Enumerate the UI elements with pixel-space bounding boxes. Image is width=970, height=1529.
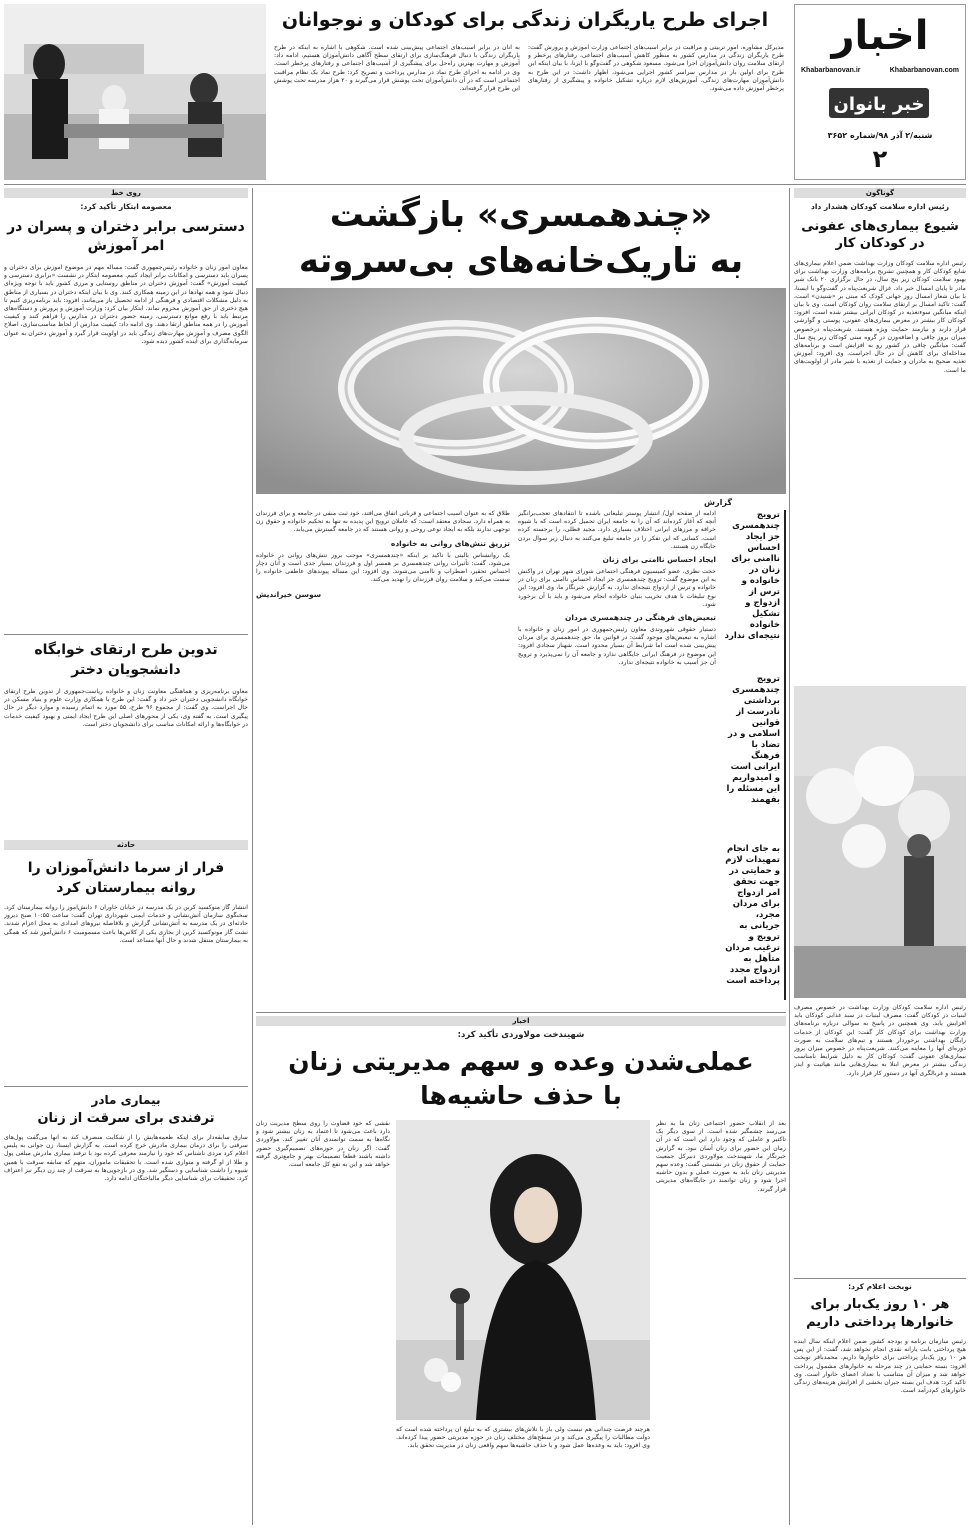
right-column — [794, 188, 966, 1525]
center-byline: سوسن خیراندیش — [256, 590, 322, 600]
url-right[interactable]: Khabarbanovan.com — [889, 67, 959, 74]
bottom-col2: هرچند فرصت چندانی هم نیست ولی باز با تلاش‌های بیشتری که به تبلیغ آن پرداخته شده است که دولت مطالبات را پیگیری می‌کند و در سطح‌های مختلف زنان در حوزه مدیریتی حضور پیدا کرده‌اند. وی افزود: باید به وعده‌ها عمل شود و با حذف حاشیه‌ها سهم واقعی زنان در مدیریت تحقق یابد. — [396, 1426, 650, 1450]
right-story2-kicker: نوبخت اعلام کرد: — [848, 1282, 912, 1291]
portrait-photo — [396, 1120, 650, 1420]
bottom-headline-line2: با حذف حاشیه‌ها — [420, 1081, 622, 1110]
left-section-tag: روی خط — [4, 188, 248, 198]
bottom-story — [256, 1016, 786, 1525]
bottom-headline-line1: عملی‌شدن وعده و سهم مدیریتی زنان — [288, 1047, 754, 1076]
rule-left-2 — [4, 1086, 248, 1087]
top-story-col2: به آنان در برابر آسیب‌های اجتماعی پیش‌بینی شده است. شکوهی با اشاره به اینکه در طرح یاریگران زندگی با دنبال فرهنگ‌سازی برای ارتقای سطح آگاهی دانش‌آموزان هستیم، ادامه داد: آموزش و مهارت بهترین راه‌حل برای پیشگیری از آسیب‌های اجتماعی و رفتارهای پرخطر است. وی در ادامه به اجرای طرح نماد در مدارس پرداخت و تصریح کرد: طرح نماد یک نظام مراقبت اجتماعی است که در آن دانش‌آموزان تحت پوشش قرار می‌گیرند و ۲۰ هزار مدرسه تحت پوشش این طرح قرار گرفته‌اند. — [274, 44, 520, 93]
left-story2-headline: تدوین طرح ارتقای خوابگاه دانشجویان دختر — [34, 642, 218, 678]
right-story1-kicker: رئیس اداره سلامت کودکان هشدار داد — [810, 202, 950, 211]
rings-photo — [256, 288, 786, 494]
bottom-section-tag: اخبار — [256, 1016, 786, 1026]
top-story-headline: اجرای طرح یاریگران زندگی برای کودکان و نوجوانان — [281, 9, 769, 31]
right-story2-headline: هر ۱۰ روز یک‌بار برای خانوارها پرداختی داریم — [806, 1297, 954, 1330]
right-story1-more: رئیس اداره سلامت کودکان وزارت بهداشت در خصوص مصرف لبنیات در کودکان گفت: مصرف لبنیات در سبد غذایی کودکان باید افزایش یابد. وی همچنین در پاسخ به سوالی درباره برنامه‌های وزارت بهداشت برای کودکان کار گفت: این کودکان از خدمات رایگان بهداشتی برخوردار هستند و تیم‌های سلامت به صورت دوره‌ای آنها را معاینه می‌کنند. شریعت‌پناه در خصوص میزان بروز بیماری‌های عفونی گفت: کودکان کار به دلیل شرایط نامناسب زندگی بیشتر در معرض ابتلا به بیماری‌هایی مانند هپاتیت و ایدز هستند و غربالگری آنها در دستور کار قرار دارد. — [794, 1004, 966, 1077]
classroom-photo — [4, 4, 266, 180]
center-headline-line1: «چندهمسری» بازگشت — [329, 195, 713, 235]
bottom-col1: بعد از انقلاب حضور اجتماعی زنان ما به نظر می‌رسد چشمگیر شده است. از سوی دیگر یک تاکتیر و عاملی که وجود دارد این است که در آن زمان این حضور برای زنان آسان نبود. به گزارش خبرنگار ما، شهیندخت مولاوردی دبیرکل جمعیت حمایت از حقوق زنان در نشستی گفت: وعده سهم مدیریتی زنان باید به صورت عملی و بدون حاشیه اجرا شود و زنان توانمند در جایگاه‌های مدیریتی قرار گیرند. — [656, 1120, 786, 1193]
left-section-tag2: حادثه — [4, 840, 248, 850]
masthead — [794, 4, 966, 180]
sidebar-item-2: ترویج چندهمسری برداشتی نادرست از قوانین اسلامی و در تضاد با فرهنگ ایرانی است و امیدواریم این مسئله را بفهمند — [726, 674, 780, 805]
center-col-a-text: ادامه از صفحه اول/ انتشار پوستر تبلیغاتی باشده تا انتقادهای تعجب‌برانگیز آنچه که آغاز کرده‌اند که آن را به جامعه ایران تحمیل کرده است که با شیوه خرافه و مرزهای ایرانی اختلاف بسیاری دارد. مجید فطلی، را برجسته کرده است. کسانی که این تفکر را در جامعه تبلیغ می‌کنند به دنبال زیر سوال بردن جایگاه زن هستند. — [518, 510, 716, 550]
rule-right-1 — [794, 1278, 966, 1279]
date-line: شنبه/۲ آذر ۹۸/شماره ۳۶۵۲ — [827, 131, 933, 140]
left-story4-headline: ترفندی برای سرقت از زنان — [37, 1111, 215, 1126]
left-story1-kicker: معصومه ابتکار تأکید کرد: — [80, 202, 172, 211]
logo-text: خبر بانوان — [833, 94, 925, 115]
right-story2-body: رئیس سازمان برنامه و بودجه کشور ضمن اعلام اینکه سال آینده هیچ پرداختی بابت یارانه نقدی انجام نخواهد شد، گفت: از این پس هر ۱۰ روز یک‌بار پرداختی برای خانوارها داریم. محمدباقر نوبخت افزود: بسته حمایتی در چند مرحله به خانوارهای مشمول پرداخت خواهد شد و میزان آن متناسب با تعداد اعضای خانوار است. وی تاکید کرد: هدف این بسته جبران بخشی از افزایش هزینه‌های زندگی خانوارهای کم‌درآمد است. — [794, 1338, 966, 1395]
rule-top — [4, 184, 966, 185]
left-story2-body: معاون برنامه‌ریزی و هماهنگی معاونت زنان و خانواده ریاست‌جمهوری از تدوین طرح ارتقای خوابگاه دانشجویی دختران خبر داد و گفت: این طرح با همکاری وزارت علوم و بنیاد مسکن در حال اجراست. وی گفت: از مجموع ۹۶ طرح، ۵۵ مورد به اتمام رسیده و موارد دیگر در حال پیگیری است. به گفته وی، یکی از محورهای اصلی این طرح ایجاد ایمنی و بهبود کیفیت خدمات در خوابگاه‌ها و ارائه امکانات مناسب برای دانشجویان دختر است. — [4, 688, 248, 728]
masthead-logo — [819, 83, 939, 123]
center-sub1: ایجاد احساس ناامنی برای زنان — [602, 555, 716, 565]
center-col-b-text: طلاق که به عنوان آسیب اجتماعی و قربانی اتفاق می‌افتد، خود ثبت منفی در جامعه و برای فرزندان به همراه دارد. سجادی معتقد است: که عاملان ترویج این پدیده نه تنها به تحکیم خانواده و حقوق زن توجهی ندارند بلکه به ایجاد نوعی روحی و روانی هستند که در جامعه گسترش می‌یابد. — [256, 510, 510, 534]
left-story3-body: انتشار گاز منوکسید کربن در یک مدرسه در خیابان خاوران ۶ دانش‌آموز را روانه بیمارستان کرد. سخنگوی سازمان آتش‌نشانی و خدمات ایمنی شهرداری تهران گفت: ساعت ۱۰:۵۵ صبح دیروز حادثه‌ای در یک مدرسه به آتش‌نشانی گزارش و بلافاصله نیروهای امدادی به محل اعزام شدند. نشت گاز مونوکسید کربن از بخاری یکی از کلاس‌ها باعث مسمومیت ۶ دانش‌آموز شد که همگی به بیمارستان منتقل شدند و حال آنها مساعد است. — [4, 904, 248, 944]
bottom-kicker: شهیندخت مولاوردی تأکید کرد: — [457, 1030, 585, 1040]
left-column — [4, 188, 248, 1525]
url-left[interactable]: Khabarbanovan.ir — [801, 67, 861, 74]
rule-left-1 — [4, 634, 248, 635]
page-number: ۲ — [872, 145, 888, 173]
sidebar-item-3: به جای انجام تمهیدات لازم و حمایتی در جهت تحقق امر ازدواج برای مردان مجرد، جریانی به ترویج و ترغیب مردان متأهل به ازدواج مجدد پرداخته است — [725, 844, 780, 986]
section-title: اخبار — [831, 13, 929, 59]
rule-left-col — [252, 188, 253, 1525]
left-story1-headline: دسترسی برابر دختران و پسران در امر آموزش — [7, 219, 245, 254]
center-col-b2-text: یک روانشناس بالینی با تاکید بر اینکه «چندهمسری» موجب بروز تنش‌های روانی در خانواده می‌شود، گفت: تأثیرات روانی چندهمسری بر همسر اول و فرزندان بسیار جدی است و آنان دچار احساس تحقیر، اضطراب و ناامنی می‌شوند. وی افزود: این مساله پیوندهای عاطفی خانواده را سست می‌کند و سلامت روان فرزندان را تهدید می‌کند. — [256, 551, 510, 584]
right-story1-headline: شیوع بیماری‌های عفونی در کودکان کار — [801, 219, 959, 251]
center-col-a — [518, 510, 716, 1000]
balloons-photo — [794, 686, 966, 998]
center-sub3: تزریق تنش‌های روانی به خانواده — [390, 538, 510, 548]
center-sub2: تبعیض‌های فرهنگی در چندهمسری مردان — [564, 613, 716, 623]
center-story — [256, 188, 786, 1008]
top-story-col1: مدیرکل مشاوره، امور تربیتی و مراقبت در برابر آسیب‌های اجتماعی وزارت آموزش و پرورش گفت: طرح یاریگران زندگی در مدارس کشور به منظور کاهش آسیب‌های اجتماعی، رفتارهای پرخطر و ارتقای سلامت روان دانش‌آموزان اجرا می‌شود. مسعود شکوهی در گفت‌وگو با ایرنا، با بیان اینکه این طرح برای اولین بار در مدارس سراسر کشور اجرایی می‌شود، اظهار داشت: در این طرح به دانش‌آموزان مهارت‌های زندگی، آموزش‌های لازم درباره تشکیل خانواده و پیشگیری از رفتارهای پرخطر آموزش داده می‌شود. — [528, 44, 784, 93]
rule-right-col — [789, 188, 790, 1525]
left-story4-kicker: بیماری مادر — [91, 1093, 161, 1107]
report-tag: گزارش — [703, 498, 732, 507]
center-col-b — [256, 510, 510, 1000]
center-headline-line2: به تاریک‌خانه‌های بی‌سروته — [298, 241, 744, 281]
right-section-tag: گوناگون — [794, 188, 966, 198]
bottom-col3: نقشی که خود قضاوت را روی سطح مدیریت زنان دارد باعث می‌شود تا اعتماد به زنان بیشتر شود و نگاه‌ها به سمت توانمندی آنان تغییر کند. مولاوردی گفت: اگر زنان در حوزه‌های تصمیم‌گیری حضور داشته باشند قطعاً تصمیمات بهتر و جامع‌تری گرفته خواهد شد و این به نفع کل جامعه است. — [256, 1120, 390, 1169]
center-col-a2-text: حجت نظری، عضو کمیسیون فرهنگی اجتماعی شورای شهر تهران در واکنش به این موضوع گفت: ترویج چندهمسری جز ایجاد احساس ناامنی برای زنان در خانواده و ترس از ازدواج نتیجه‌ای ندارد. به گزارش خبرنگار ما، وی افزود: این نوع تبلیغات با هدف تخریب بنیان خانواده انجام می‌شود و باید با آن برخورد شود. — [518, 568, 716, 608]
right-story1-body: رئیس اداره سلامت کودکان وزارت بهداشت ضمن اعلام بیماری‌های شایع کودکان کار و همچنین تشریح برنامه‌های وزارت بهداشت برای بهبود سلامت کودکان زیر پنج سال، در حال برگزاری ۲۰ بانک شیر مادر تا پایان امسال خبر داد. غزال شریعت‌پناه در گفت‌وگو با ایسنا، با بیان شعار امسال روز جهانی کودک که مبنی بر «شنیدن» است، گفت: تاکید امسال بر ارتقای سلامت روان کودکان است. وی با بیان اینکه میانگین سوءتغذیه در کودکان ایرانی بیشتر شده است، افزود: کودکان کار بیشتر در معرض بیماری‌های عفونی، پوستی و گوارشی قرار دارند و نیازمند حمایت ویژه هستند. شریعت‌پناه درخصوص میزان بروز چاقی و اضافه‌وزن در گروه سنی کودکان زیر پنج سال گفت: میانگین چاقی در کشور رو به افزایش است و برنامه‌های مداخله‌ای برای کاهش آن در حال اجراست. وی افزود: آموزش تغذیه صحیح به مادران و حمایت از تغذیه با شیر مادر از اولویت‌های ما است. — [794, 260, 966, 374]
center-col-a3-text: دستیار حقوقی شهروندی معاون رئیس‌جمهوری در امور زنان و خانواده با اشاره به تبعیض‌های موجود گفت: در قوانین ما، حق چندهمسری برای مردان پیش‌بینی شده است اما شرایط آن بسیار محدود است. شهناز سجادی افزود: این موضوع در فرهنگ ایرانی جایگاهی ندارد و جامعه آن را نمی‌پذیرد و ترویج آن جز آسیب به خانواده نتیجه‌ای ندارد. — [518, 626, 716, 666]
url-bar — [801, 67, 959, 77]
rule-center-bottom — [256, 1012, 786, 1013]
top-story — [4, 4, 790, 180]
center-sidebar — [724, 510, 786, 1000]
left-story4-body: سارق سابقه‌دار برای اینکه طعمه‌هایش را از شکایت منصرف کند به آنها می‌گفت پول‌های سرقتی را برای درمان بیماری مادرش خرج کرده است. به گزارش ایسنا، زن جوانی به پلیس اعلام کرد مردی ناشناس که خود را نیازمند معرفی کرده بود با ترفند بیماری مادرش مبلغی پول و طلا از او گرفته و متواری شده است. با تحقیقات ماموران، متهم که سابقه سرقت با همین شیوه را داشت شناسایی و دستگیر شد. وی در بازجویی‌ها به سرقت از چند زن دیگر نیز اعتراف کرد. تحقیقات برای شناسایی دیگر مالباختگان ادامه دارد. — [4, 1134, 248, 1183]
left-story1-body: معاون امور زنان و خانواده رئیس‌جمهوری گفت: مسأله مهم در موضوع آموزش برای دختران و پسران باید دسترسی و امکانات برابر ایجاد کنیم. معصومه ابتکار در نشست «برابری دسترسی و کیفیت آموزش» گفت: آموزش دختران در مناطق روستایی و مرزی کشور باید با توجه ویژه‌ای دنبال شود و همه نهادها در این زمینه همکاری کنند. وی با بیان اینکه دختران در بسیاری از مناطق به دلیل مشکلات اقتصادی و فرهنگی از ادامه تحصیل باز می‌مانند، افزود: باید برنامه‌ریزی کنیم تا هیچ دختری از حق آموزش محروم نماند. ابتکار بیان کرد: وزارت آموزش و پرورش و دستگاه‌های مرتبط باید با رفع موانع دسترسی، زمینه حضور دختران در مدارس را فراهم کنند و کیفیت آموزش را در همه مناطق ارتقا دهند. وی ادامه داد: کیفیت مدارس از لحاظ مناسب‌سازی، اصلاح الگوی مصرف و آموزش مهارت‌های زندگی باید در اولویت قرار گیرد و آموزش دختران به عنوان سرمایه‌گذاری برای آینده کشور دیده شود. — [4, 264, 248, 345]
sidebar-item-1: ترویج چندهمسری جز ایجاد احساس ناامنی برای زنان در خانواده و ترس از ازدواج و تشکیل خانواده نتیجه‌ای ندارد — [724, 510, 780, 641]
left-story3-headline: فرار از سرما دانش‌آموزان را روانه بیمارستان کرد — [27, 860, 225, 896]
